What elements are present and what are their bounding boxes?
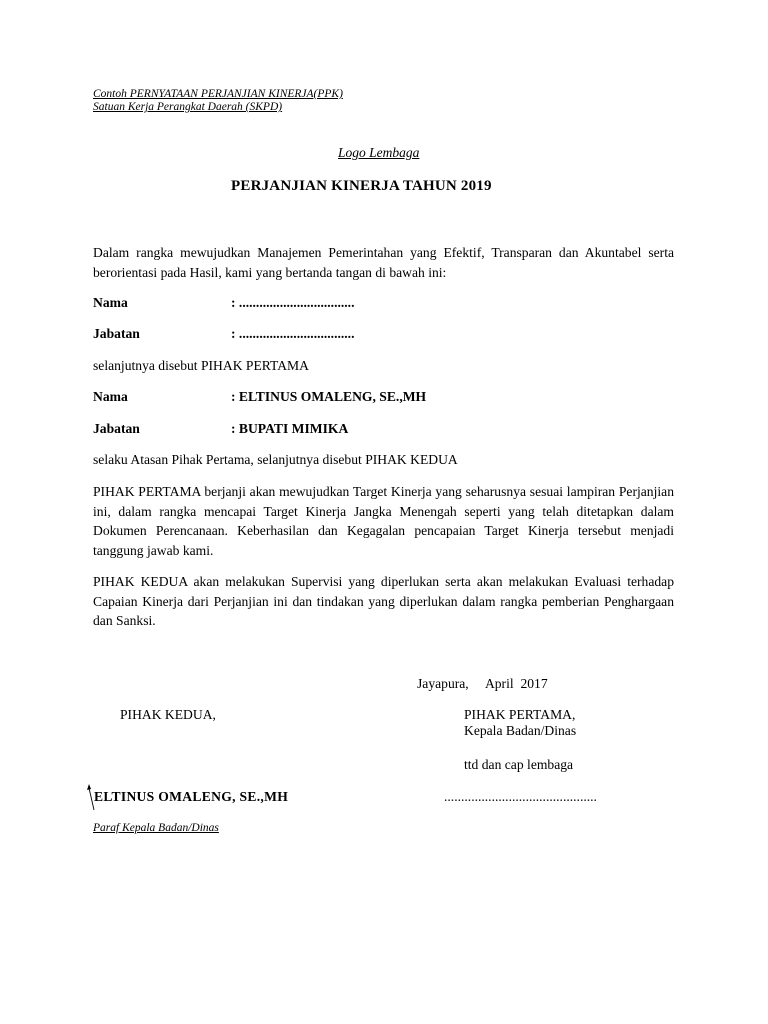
- party2-name-label: Nama: [93, 389, 128, 404]
- intro-paragraph: Dalam rangka mewujudkan Manajemen Pemerintahan yang Efektif, Transparan dan Akuntabel serta berorientasi pada Hasil, kami yang bertanda tangan di bawah ini:: [93, 245, 674, 280]
- party2-position-value: : BUPATI MIMIKA: [231, 421, 349, 436]
- signature-right-name: .............................................: [444, 789, 597, 804]
- header-line-2: Satuan Kerja Perangkat Daerah (SKPD): [93, 101, 283, 113]
- party1-designation: selanjutnya disebut PIHAK PERTAMA: [93, 358, 309, 373]
- party1-name-label: Nama: [93, 295, 128, 310]
- place-date: Jayapura, April 2017: [417, 676, 548, 691]
- supervision-paragraph: PIHAK KEDUA akan melakukan Supervisi yang diperlukan serta akan melakukan Evaluasi terhadap Capaian Kinerja dari Perjanjian ini dan tindakan yang diperlukan dalam rangka pemberian Penghargaan dan Sanksi.: [93, 574, 674, 628]
- signature-right-title: PIHAK PERTAMA,: [464, 707, 576, 722]
- anchor-arrow-icon: [86, 782, 98, 812]
- commitment-paragraph: PIHAK PERTAMA berjanji akan mewujudkan Target Kinerja yang seharusnya sesuai lampiran Perjanjian ini, dalam rangka mencapai Target Kinerja Jangka Menengah seperti yang telah ditetapkan dalam Dokumen Perencanaan. Keberhasilan dan Kegagalan pencapaian Target Kinerja tersebut menjadi tanggung jawab kami.: [93, 484, 674, 558]
- signature-right-subtitle: Kepala Badan/Dinas: [464, 723, 577, 738]
- party2-name-value: : ELTINUS OMALENG, SE.,MH: [231, 389, 427, 404]
- party2-designation: selaku Atasan Pihak Pertama, selanjutnya disebut PIHAK KEDUA: [93, 452, 458, 467]
- party2-position-label: Jabatan: [93, 421, 140, 436]
- signature-left-title: PIHAK KEDUA,: [120, 707, 216, 722]
- logo-placeholder: Logo Lembaga: [338, 145, 420, 160]
- party1-position-label: Jabatan: [93, 326, 140, 341]
- document-title: PERJANJIAN KINERJA TAHUN 2019: [231, 178, 492, 194]
- signature-stamp-note: ttd dan cap lembaga: [464, 757, 574, 772]
- header-line-1: Contoh PERNYATAAN PERJANJIAN KINERJA(PPK): [93, 88, 343, 100]
- party1-name-value: : ..................................: [231, 295, 355, 310]
- signature-left-name: ELTINUS OMALENG, SE.,MH: [94, 789, 289, 804]
- party1-position-value: : ..................................: [231, 326, 355, 341]
- paraf-label: Paraf Kepala Badan/Dinas: [93, 822, 219, 834]
